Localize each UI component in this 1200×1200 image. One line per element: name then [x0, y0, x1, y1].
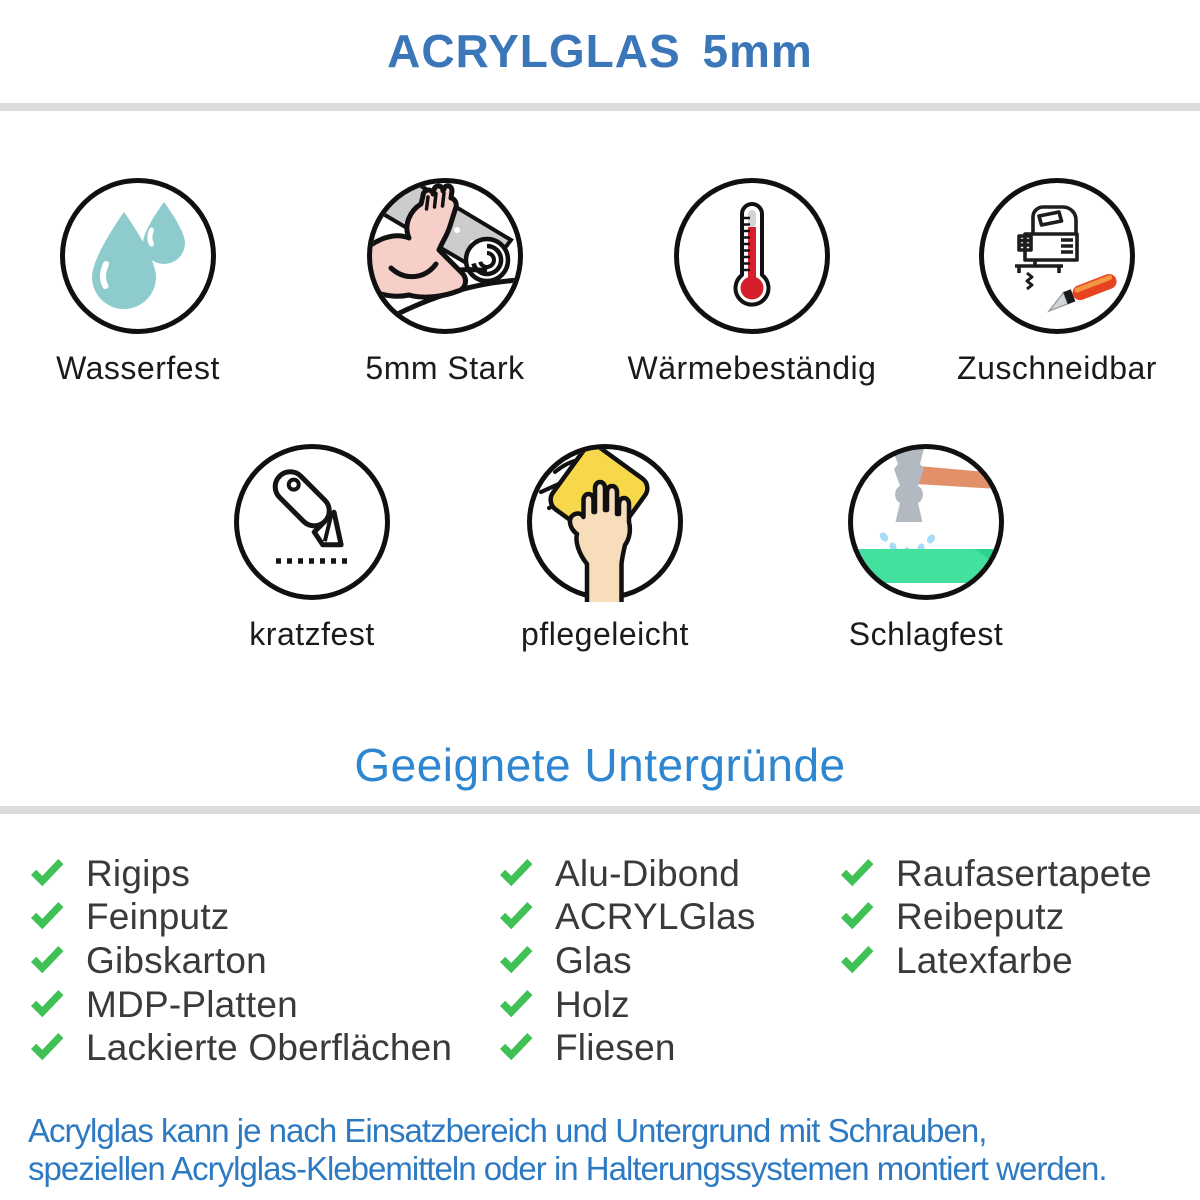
thermometer-icon	[672, 176, 832, 336]
surface-label: Feinputz	[86, 896, 230, 938]
feature-label: pflegeleicht	[521, 616, 689, 652]
feature-waermebestaendig	[622, 176, 882, 387]
surface-label: Alu-Dibond	[555, 852, 741, 894]
footer-line-1: Acrylglas kann je nach Einsatzbereich und Untergrund mit Schrauben,	[28, 1112, 987, 1149]
check-icon	[838, 858, 876, 890]
surface-item	[838, 939, 1152, 983]
feature-label: 5mm Stark	[365, 350, 525, 386]
feature-label: Wärmebeständig	[627, 350, 877, 386]
surface-item	[28, 852, 452, 896]
page-title: ACRYLGLAS 5mm	[387, 25, 813, 77]
check-icon	[497, 901, 535, 933]
surfaces-column-1	[28, 852, 452, 1070]
check-icon	[497, 1032, 535, 1064]
surfaces-heading: Geeignete Untergründe	[354, 739, 846, 791]
surface-label: ACRYLGlas	[555, 896, 756, 938]
feature-label: Zuschneidbar	[957, 350, 1157, 386]
feature-pflegeleicht	[475, 442, 735, 653]
surface-label: Raufasertapete	[896, 852, 1152, 894]
feature-label: Schlagfest	[848, 616, 1004, 652]
utility-knife-icon	[232, 442, 392, 602]
feature-kratzfest	[182, 442, 442, 653]
footer-note	[28, 1112, 1188, 1188]
divider-top	[0, 103, 1200, 111]
surfaces-column-2	[497, 852, 756, 1070]
surface-label: Lackierte Oberflächen	[86, 1027, 453, 1069]
check-icon	[28, 945, 66, 977]
feature-label: kratzfest	[249, 616, 375, 652]
surface-label: Rigips	[86, 852, 191, 894]
surface-item	[497, 983, 756, 1027]
surface-item	[497, 1026, 756, 1070]
check-icon	[28, 901, 66, 933]
surface-label: Gibskarton	[86, 939, 267, 981]
jigsaw-knife-icon	[977, 176, 1137, 336]
surface-item	[838, 896, 1152, 940]
surface-item	[28, 896, 452, 940]
check-icon	[28, 1032, 66, 1064]
feature-wasserfest	[8, 176, 268, 387]
surface-item	[28, 983, 452, 1027]
feature-schlagfest	[796, 442, 1056, 653]
surface-label: Holz	[555, 983, 630, 1025]
surface-label: Reibeputz	[896, 896, 1065, 938]
footer-line-2: speziellen Acrylglas-Klebemitteln oder in Halterungssystemen montiert werden.	[28, 1150, 1107, 1187]
check-icon	[497, 945, 535, 977]
surface-label: Fliesen	[555, 1027, 676, 1069]
surface-item	[497, 852, 756, 896]
check-icon	[838, 901, 876, 933]
surface-item	[497, 896, 756, 940]
check-icon	[497, 989, 535, 1021]
surface-item	[838, 852, 1152, 896]
feature-zuschneidbar	[927, 176, 1187, 387]
hammer-icon	[846, 442, 1006, 602]
check-icon	[28, 989, 66, 1021]
surface-label: Glas	[555, 939, 632, 981]
check-icon	[497, 858, 535, 890]
feature-label: Wasserfest	[56, 350, 220, 386]
muscle-arm-icon	[365, 176, 525, 336]
feature-5mm-stark	[315, 176, 575, 387]
surface-item	[28, 1026, 452, 1070]
surface-item	[497, 939, 756, 983]
surfaces-column-3	[838, 852, 1152, 983]
cleaning-hand-icon	[525, 442, 685, 602]
divider-middle	[0, 806, 1200, 814]
check-icon	[28, 858, 66, 890]
water-drops-icon	[58, 176, 218, 336]
surface-label: MDP-Platten	[86, 983, 298, 1025]
surface-item	[28, 939, 452, 983]
check-icon	[838, 945, 876, 977]
surface-label: Latexfarbe	[896, 939, 1073, 981]
